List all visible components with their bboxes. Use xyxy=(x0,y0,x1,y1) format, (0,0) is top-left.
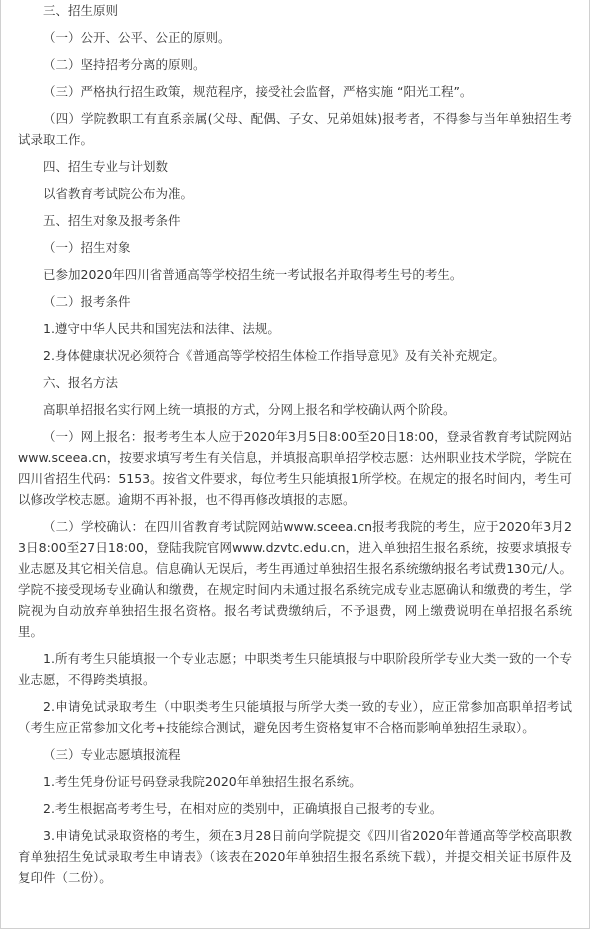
sub-heading: （一）招生对象 xyxy=(43,240,131,255)
paragraph: 已参加2020年四川省普通高等学校招生统一考试报名并取得考生号的考生。 xyxy=(43,267,463,282)
paragraph: （三）严格执行招生政策，规范程序，接受社会监督，严格实施 “阳光工程”。 xyxy=(43,84,473,99)
sub-heading: （三）专业志愿填报流程 xyxy=(43,747,181,762)
paragraph: 1.遵守中华人民共和国宪法和法律、法规。 xyxy=(43,321,280,336)
sub-heading: （二）报考条件 xyxy=(43,294,131,309)
section-heading-3: 三、招生原则 xyxy=(43,3,119,18)
paragraph: 2.申请免试录取考生（中职类考生只能填报与所学大类一致的专业），应正常参加高职单招考试（考生应正常参加文化考+技能综合测试，避免因考生资格复审不合格而影响单独招生录取）。 xyxy=(18,699,572,735)
paragraph: （四）学院教职工有直系亲属(父母、配偶、子女、兄弟姐妹)报考者，不得参与当年单独招生考试录取工作。 xyxy=(18,111,572,147)
paragraph: 高职单招报名实行网上统一填报的方式，分网上报名和学校确认两个阶段。 xyxy=(43,402,456,417)
paragraph-online-registration: （一）网上报名：报考考生本人应于2020年3月5日8:00至20日18:00，登录省教育考试院网站www.sceea.cn，按要求填写考生有关信息，并填报高职单招学校志愿：达州职业技术学院，学院在四川省招生代码：5153。按省文件要求，每位考生只能填报1所学校。在规定的报名时间内，考生可以修改学校志愿。逾期不再补报，也不得再修改填报的志愿。 xyxy=(18,429,572,507)
paragraph: 2.身体健康状况必须符合《普通高等学校招生体检工作指导意见》及有关补充规定。 xyxy=(43,348,505,363)
paragraph: 1.考生凭身份证号码登录我院2020年单独招生报名系统。 xyxy=(43,774,362,789)
paragraph: 以省教育考试院公布为准。 xyxy=(43,186,194,201)
paragraph-school-confirmation: （二）学校确认：在四川省教育考试院网站www.sceea.cn报考我院的考生，应于2020年3月23日8:00至27日18:00，登陆我院官网www.dzvtc.edu.cn，进入单独招生报名系统，按要求填报专业志愿及其它相关信息。信息确认无误后，考生再通过单独招生报名系统缴纳报名考试费130元/人。学院不接受现场专业确认和缴费，在规定时间内未通过报名系统完成专业志愿确认和缴费的考生，学院视为自动放弃单独招生报名资格。报名考试费缴纳后，不予退费，网上缴费说明在单招报名系统里。 xyxy=(18,519,572,639)
paragraph: 2.考生根据高考考生号，在相对应的类别中，正确填报自己报考的专业。 xyxy=(43,801,443,816)
paragraph: （二）坚持招考分离的原则。 xyxy=(43,57,206,72)
paragraph: 1.所有考生只能填报一个专业志愿；中职类考生只能填报与中职阶段所学专业大类一致的一个专业志愿，不得跨类填报。 xyxy=(18,651,572,687)
paragraph: （一）公开、公平、公正的原则。 xyxy=(43,30,231,45)
section-heading-4: 四、招生专业与计划数 xyxy=(43,159,169,174)
section-heading-5: 五、招生对象及报考条件 xyxy=(43,213,181,228)
paragraph: 3.申请免试录取资格的考生，须在3月28日前向学院提交《四川省2020年普通高等学校高职教育单独招生免试录取考生申请表》（该表在2020年单独招生报名系统下载），并提交相关证书原件及复印件（二份）。 xyxy=(18,828,572,885)
section-heading-6: 六、报名方法 xyxy=(43,375,119,390)
